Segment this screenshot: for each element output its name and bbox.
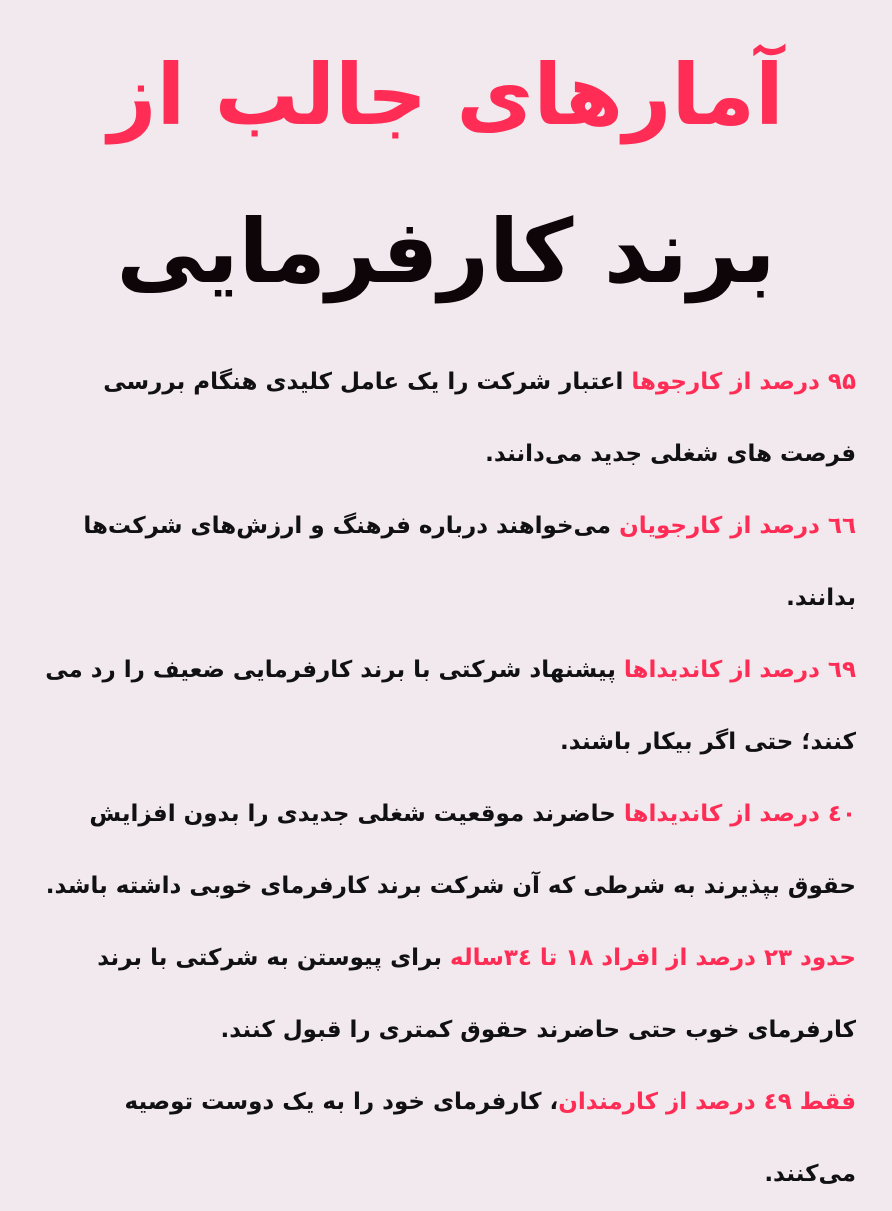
title-line-2: برند کارفرمایی [116, 200, 776, 303]
stat-text: می‌خواهند درباره فرهنگ و ارزش‌های شرکت‌ها بدانند. [83, 513, 856, 611]
stat-item [26, 1066, 856, 1210]
title-line-1: آمارهای جالب از [108, 46, 784, 144]
stat-highlight: ۹۵ درصد از کارجوها [631, 369, 856, 395]
stat-highlight: فقط ٤۹ درصد از کارمندان [558, 1089, 856, 1115]
stat-text: برای پیوستن به شرکتی با برند کارفرمای خوب حتی حاضرند حقوق کمتری را قبول کنند. [97, 945, 856, 1043]
stat-highlight: ٤٠ درصد از کاندیداها [623, 801, 856, 827]
stats-list [26, 346, 856, 1210]
stat-text: ، کارفرمای خود را به یک دوست توصیه می‌کنند. [124, 1089, 856, 1187]
stat-highlight: حدود ۲۳ درصد از افراد ۱۸ تا ۳٤ساله [450, 945, 856, 971]
stat-highlight: ٦٦ درصد از کارجویان [619, 513, 856, 539]
stat-item [26, 922, 856, 1066]
stat-item [26, 778, 856, 922]
stat-text: حاضرند موقعیت شغلی جدیدی را بدون افزایش حقوق بپذیرند به شرطی که آن شرکت برند کارفرمای خوبی داشته باشد. [45, 801, 856, 899]
stat-highlight: ٦٩ درصد از کاندیداها [623, 657, 856, 683]
stat-text: اعتبار شرکت را یک عامل کلیدی هنگام بررسی فرصت های شغلی جدید می‌دانند. [103, 369, 856, 467]
stat-item [26, 634, 856, 778]
stat-text: پیشنهاد شرکتی با برند کارفرمایی ضعیف را رد می کنند؛ حتی اگر بیکار باشند. [45, 657, 856, 755]
stat-item [26, 490, 856, 634]
stat-item [26, 346, 856, 490]
